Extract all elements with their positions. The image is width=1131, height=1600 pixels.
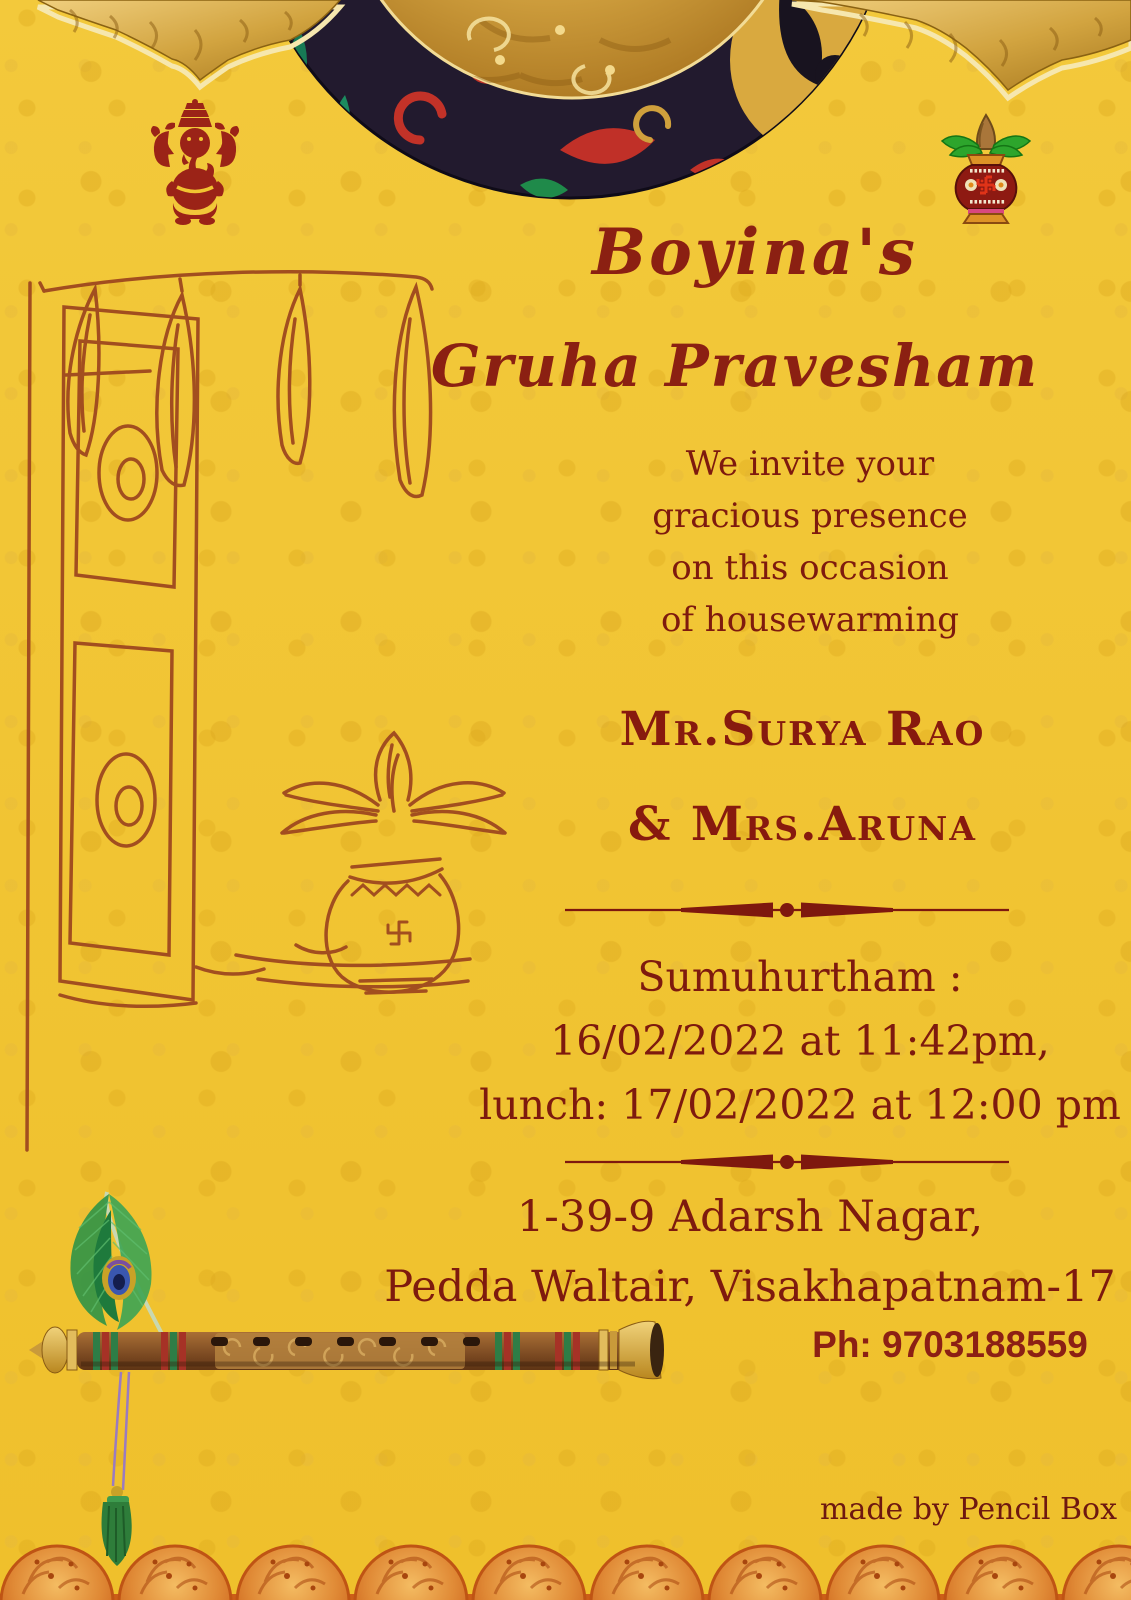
peacock-feather-icon xyxy=(70,1192,165,1340)
muhurtham-datetime: 16/02/2022 at 11:42pm, xyxy=(550,1017,1050,1065)
kalash-icon xyxy=(940,112,1032,228)
address-line2: Pedda Waltair, Visakhapatnam-17 xyxy=(384,1262,1116,1312)
ganesha-icon xyxy=(145,95,245,229)
gold-corner-ornament-left xyxy=(38,0,340,87)
muhurtham-block xyxy=(470,945,1130,1137)
phone-number: Ph: 9703188559 xyxy=(812,1324,1088,1365)
host-name-line1: Mr.Surya Rao xyxy=(619,702,986,757)
host-name-line2: & Mrs.Aruna xyxy=(628,797,977,852)
event-title: Gruha Pravesham xyxy=(430,332,1040,400)
host-names xyxy=(550,702,1055,852)
address-line1: 1-39-9 Adarsh Nagar, xyxy=(516,1192,984,1242)
invite-line-4: of housewarming xyxy=(660,600,960,640)
invite-line-1: We invite your xyxy=(685,444,935,484)
credit-text: made by Pencil Box xyxy=(820,1492,1117,1527)
family-title: Boyina's xyxy=(592,215,918,290)
muhurtham-label: Sumuhurtham : xyxy=(637,953,963,1001)
muhurtham-lunch: lunch: 17/02/2022 at 12:00 pm xyxy=(479,1081,1121,1129)
invite-line-3: on this occasion xyxy=(671,548,949,588)
ornamental-divider-top xyxy=(563,898,1011,922)
tassel-icon xyxy=(102,1372,132,1566)
invite-line-2: gracious presence xyxy=(652,496,968,536)
flute-icon xyxy=(15,1150,675,1590)
invite-message xyxy=(610,438,1010,646)
